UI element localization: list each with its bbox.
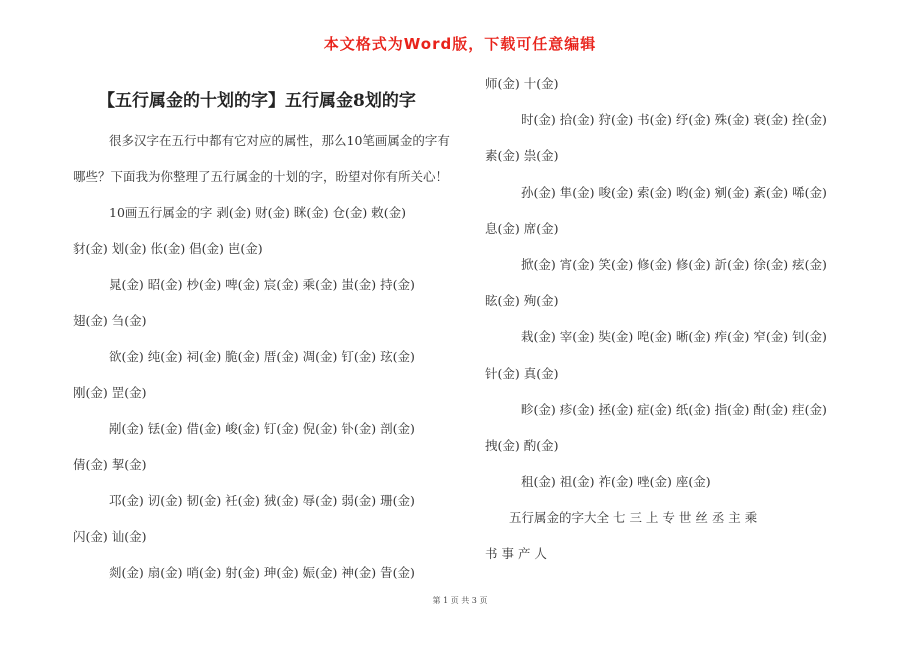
text-line: 眩(金) 殉(金) [485, 293, 559, 309]
left-column [73, 123, 453, 591]
text-line: 孙(金) 隼(金) 唆(金) 索(金) 哟(金) 剜(金) 紊(金) 唏(金) [521, 184, 827, 200]
text-line: 剡(金) 扇(金) 哨(金) 射(金) 珅(金) 娠(金) 神(金) 眚(金) [109, 565, 415, 580]
text-line: 很多汉字在五行中都有它对应的属性，那么10笔画属金的字有 [109, 133, 450, 148]
text-line: 掀(金) 宵(金) 笑(金) 修(金) 修(金) 訢(金) 徐(金) 痃(金) [521, 256, 827, 272]
document-banner: 本文格式为Word版，下载可任意编辑 [323, 35, 597, 53]
text-line: 书 事 产 人 [485, 546, 547, 562]
text-line: 针(金) 真(金) [485, 365, 559, 381]
text-line: 欲(金) 纯(金) 祠(金) 脆(金) 厝(金) 凋(金) 钉(金) 玹(金) [109, 349, 415, 364]
text-line: 师(金) 十(金) [485, 76, 559, 91]
text-line: 剐(金) 铥(金) 借(金) 峻(金) 钉(金) 倪(金) 钋(金) 剖(金) [109, 421, 415, 436]
text-line: 翅(金) 刍(金) [73, 313, 147, 328]
page-footer: 第 1 页 共 3 页 [432, 596, 488, 605]
text-line: 拽(金) 酌(金) [485, 437, 559, 453]
text-line: 栽(金) 宰(金) 奘(金) 唣(金) 晰(金) 痄(金) 窄(金) 钊(金) [521, 329, 827, 345]
text-line: 10画五行属金的字 剥(金) 财(金) 眯(金) 仓(金) 敕(金) [109, 205, 407, 220]
text-line: 晁(金) 昭(金) 杪(金) 啤(金) 宸(金) 乘(金) 蚩(金) 持(金) [109, 277, 415, 292]
document-title: 【五行属金的十划的字】五行属金8划的字 [98, 91, 416, 111]
text-line: 刚(金) 罡(金) [73, 385, 147, 400]
text-line: 租(金) 祖(金) 祚(金) 唑(金) 座(金) [521, 474, 711, 490]
text-line: 豺(金) 划(金) 伥(金) 倡(金) 岜(金) [73, 241, 263, 256]
text-line: 素(金) 祟(金) [485, 148, 559, 164]
text-line: 五行属金的字大全 七 三 上 专 世 丝 丞 主 乘 [509, 510, 758, 526]
text-line: 闪(金) 讪(金) [73, 529, 147, 544]
text-line: 哪些？下面我为你整理了五行属金的十划的字，盼望对你有所关心！ [73, 169, 449, 184]
text-line: 畛(金) 疹(金) 拯(金) 症(金) 纸(金) 指(金) 酎(金) 疰(金) [521, 401, 827, 417]
text-line: 倩(金) 挈(金) [73, 457, 147, 472]
text-line: 息(金) 席(金) [485, 220, 559, 236]
right-column [485, 66, 865, 573]
text-line: 邛(金) 讱(金) 韧(金) 衽(金) 狨(金) 辱(金) 弱(金) 珊(金) [109, 493, 415, 508]
text-line: 时(金) 拾(金) 狩(金) 书(金) 纾(金) 殊(金) 衰(金) 拴(金) [521, 112, 827, 128]
